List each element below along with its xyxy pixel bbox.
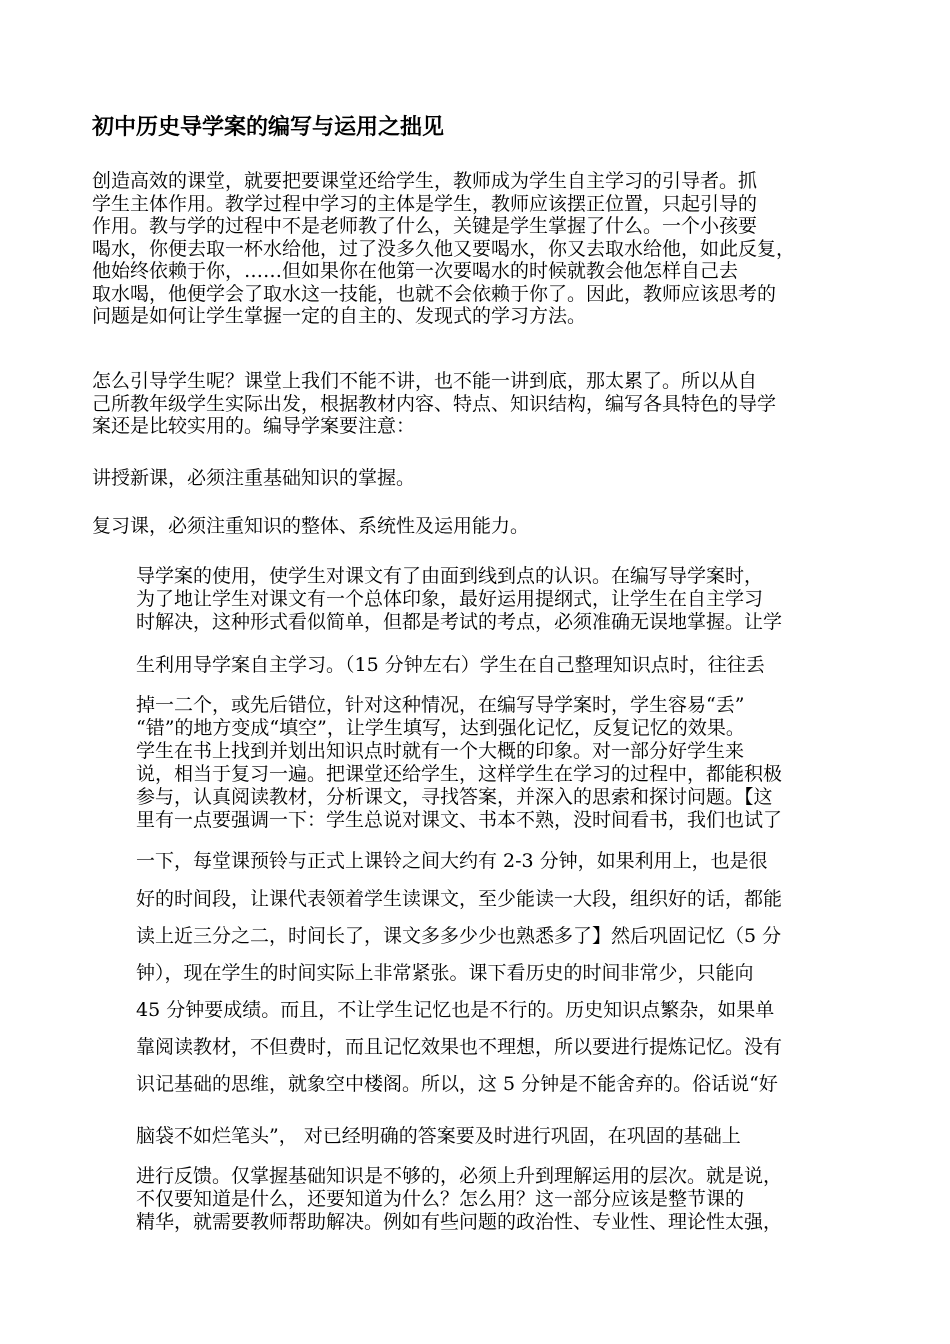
text-line: 精华，就需要教师帮助解决。例如有些问题的政治性、专业性、理论性太强， [136, 1211, 783, 1233]
text-line: 脑袋不如烂笔头”， 对已经明确的答案要及时进行巩固，在巩固的基础上 [136, 1125, 741, 1147]
text-line: 说，相当于复习一遍。把课堂还给学生，这样学生在学习的过程中，都能积极 [136, 763, 783, 785]
text-line: 靠阅读教材，不但费时，而且记忆效果也不理想，所以要进行提炼记忆。没有 [136, 1036, 783, 1058]
text-line: 45 分钟要成绩。而且，不让学生记忆也是不行的。历史知识点繁杂，如果单 [136, 999, 775, 1021]
text-line: 怎么引导学生呢？课堂上我们不能不讲，也不能一讲到底，那太累了。所以从自 [92, 370, 758, 392]
text-line: 生利用导学案自主学习。（15 分钟左右）学生在自己整理知识点时，往往丢 [136, 654, 765, 676]
text-line: 讲授新课，必须注重基础知识的掌握。 [92, 467, 416, 489]
text-line: 时解决，这种形式看似简单，但都是考试的考点，必须准确无误地掌握。让学 [136, 611, 783, 633]
paragraph-guidance [92, 370, 862, 438]
text-line: 喝水，你便去取一杯水给他，过了没多久他又要喝水，你又去取水给他，如此反复， [92, 237, 796, 260]
text-line: 作用。教与学的过程中不是老师教了什么，关键是学生掌握了什么。一个小孩要 [92, 215, 758, 237]
text-line: 一下，每堂课预铃与正式上课铃之间大约有 2-3 分钟，如果利用上，也是很 [136, 850, 768, 872]
text-line: 进行反馈。仅掌握基础知识是不够的，必须上升到理解运用的层次。就是说， [136, 1165, 783, 1187]
text-line: 导学案的使用，使学生对课文有了由面到线到点的认识。在编写导学案时， [136, 565, 764, 587]
text-line: 创造高效的课堂，就要把要课堂还给学生，教师成为学生自主学习的引导者。抓 [92, 170, 758, 192]
text-line: 己所教年级学生实际出发，根据教材内容、特点、知识结构，编写各具特色的导学 [92, 392, 777, 415]
text-line: 复习课，必须注重知识的整体、系统性及运用能力。 [92, 515, 530, 537]
text-line: 识记基础的思维，就象空中楼阁。所以，这 5 分钟是不能舍弃的。俗话说“好 [136, 1073, 778, 1095]
text-line: 学生主体作用。教学过程中学习的主体是学生，教师应该摆正位置，只起引导的 [92, 192, 758, 215]
text-line: 钟），现在学生的时间实际上非常紧张。课下看历史的时间非常少，只能向 [136, 962, 754, 984]
text-line: 问题是如何让学生掌握一定的自主的、发现式的学习方法。 [92, 305, 587, 327]
text-line: 案还是比较实用的。编导学案要注意： [92, 415, 416, 437]
paragraph-new-lesson [92, 467, 862, 490]
text-line: 读上近三分之二，时间长了，课文多多少少也熟悉多了】然后巩固记忆（5 分 [136, 925, 782, 947]
document-title: 初中历史导学案的编写与运用之拙见 [92, 114, 445, 140]
text-line: 为了地让学生对课文有一个总体印象，最好运用提纲式，让学生在自主学习 [136, 588, 764, 610]
text-line: 他始终依赖于你，……但如果你在他第一次要喝水的时候就教会他怎样自己去 [92, 260, 739, 282]
text-line: “错”的地方变成“填空”，让学生填写，达到强化记忆，反复记忆的效果。 [136, 717, 745, 739]
text-line: 掉一二个，或先后错位，针对这种情况，在编写导学案时，学生容易“丢” [136, 694, 745, 716]
text-line: 取水喝，他便学会了取水这一技能，也就不会依赖于你了。因此，教师应该思考的 [92, 282, 777, 305]
text-line: 好的时间段，让课代表领着学生读课文，至少能读一大段，组织好的话，都能 [136, 888, 783, 910]
paragraph-review-lesson [92, 515, 862, 538]
paragraph-intro [92, 170, 862, 328]
text-line: 不仅要知道是什么，还要知道为什么？怎么用？这一部分应该是整节课的 [136, 1188, 745, 1210]
text-line: 参与，认真阅读教材，分析课文，寻找答案，并深入的思索和探讨问题。【这 [136, 786, 773, 808]
text-line: 里有一点要强调一下：学生总说对课文、书本不熟，没时间看书，我们也试了 [136, 809, 783, 831]
text-line: 学生在书上找到并划出知识点时就有一个大概的印象。对一部分好学生来 [136, 740, 745, 762]
